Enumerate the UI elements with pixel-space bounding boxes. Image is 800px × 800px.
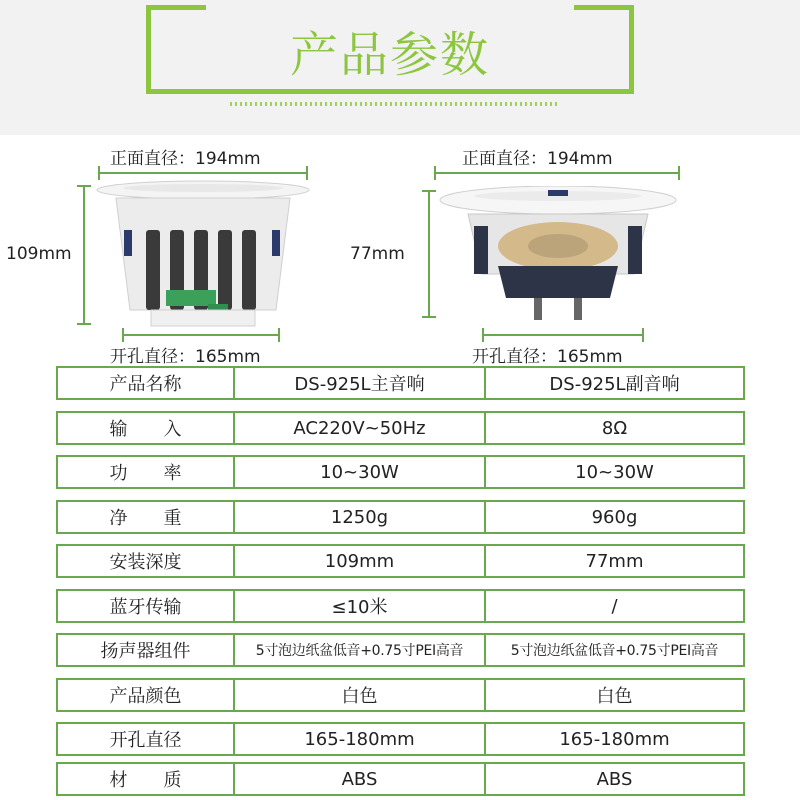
spec-label: 蓝牙传输 — [56, 589, 235, 623]
dim-tick — [642, 328, 644, 342]
sub-unit-value: 165-180mm — [486, 722, 745, 756]
dim-tick — [482, 328, 484, 342]
main-unit-value: 109mm — [235, 544, 486, 578]
sub-unit-value: ABS — [486, 762, 745, 796]
front-diameter-line-left — [98, 172, 308, 174]
spec-label: 开孔直径 — [56, 722, 235, 756]
front-diameter-label-right: 正面直径：194mm — [462, 149, 613, 169]
spec-label: 输 入 — [56, 411, 235, 445]
sub-unit-value: 8Ω — [486, 411, 745, 445]
spec-label: 产品名称 — [56, 366, 235, 400]
table-row — [56, 544, 745, 580]
main-unit-value: 10~30W — [235, 455, 486, 489]
dim-tick — [434, 166, 436, 180]
main-unit-value: DS-925L主音响 — [235, 366, 486, 400]
table-row — [56, 762, 745, 798]
table-row — [56, 633, 745, 669]
table-row — [56, 455, 745, 491]
dim-tick — [278, 328, 280, 342]
main-unit-value: 白色 — [235, 678, 486, 712]
table-row — [56, 722, 745, 758]
table-row — [56, 500, 745, 536]
dim-tick — [122, 328, 124, 342]
main-unit-value: 165-180mm — [235, 722, 486, 756]
front-diameter-line-right — [434, 172, 680, 174]
main-unit-value: AC220V~50Hz — [235, 411, 486, 445]
front-diameter-label-left: 正面直径：194mm — [110, 149, 261, 169]
spec-label: 净 重 — [56, 500, 235, 534]
sub-unit-value: 960g — [486, 500, 745, 534]
decorative-dots — [230, 102, 560, 106]
table-row — [56, 366, 745, 402]
table-row — [56, 678, 745, 714]
sub-unit-value: 10~30W — [486, 455, 745, 489]
spec-label: 安装深度 — [56, 544, 235, 578]
sub-unit-value: 77mm — [486, 544, 745, 578]
main-unit-value: ABS — [235, 762, 486, 796]
spec-label: 材 质 — [56, 762, 235, 796]
main-speaker-image — [96, 180, 310, 330]
height-line-right — [428, 190, 430, 318]
sub-speaker-image — [438, 186, 678, 326]
dim-tick — [422, 190, 436, 192]
spec-label: 功 率 — [56, 455, 235, 489]
cutout-label-right: 开孔直径：165mm — [472, 347, 623, 367]
cutout-line-left — [122, 334, 280, 336]
table-row — [56, 589, 745, 625]
page-title: 产品参数 — [289, 27, 490, 83]
height-label-left: 109mm — [6, 244, 72, 264]
dim-tick — [77, 323, 91, 325]
sub-unit-value: DS-925L副音响 — [486, 366, 745, 400]
cutout-label-left: 开孔直径：165mm — [110, 347, 261, 367]
title-frame — [146, 6, 634, 94]
dim-tick — [98, 166, 100, 180]
table-row — [56, 411, 745, 447]
main-unit-value: 5寸泡边纸盆低音+0.75寸PEI高音 — [235, 633, 486, 667]
spec-label: 扬声器组件 — [56, 633, 235, 667]
dim-tick — [422, 316, 436, 318]
height-line-left — [83, 185, 85, 325]
main-unit-value: ≤10米 — [235, 589, 486, 623]
height-label-right: 77mm — [350, 244, 405, 264]
sub-unit-value: 白色 — [486, 678, 745, 712]
cutout-line-right — [482, 334, 644, 336]
dim-tick — [77, 185, 91, 187]
spec-label: 产品颜色 — [56, 678, 235, 712]
main-unit-value: 1250g — [235, 500, 486, 534]
dim-tick — [678, 166, 680, 180]
sub-unit-value: 5寸泡边纸盆低音+0.75寸PEI高音 — [486, 633, 745, 667]
dim-tick — [306, 166, 308, 180]
sub-unit-value: / — [486, 589, 745, 623]
